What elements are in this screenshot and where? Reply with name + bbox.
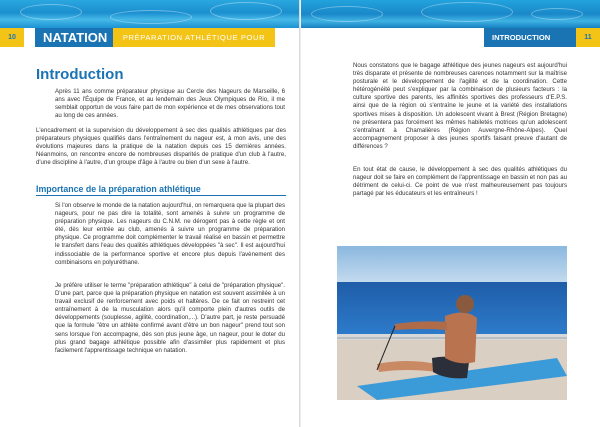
subsection-title: PRÉPARATION ATHLÉTIQUE POUR TOUS — [113, 28, 275, 47]
section-title: INTRODUCTION — [484, 28, 576, 47]
athlete-photo — [337, 246, 567, 400]
paragraph: En tout état de cause, le développement à sec des qualités athlétiques du nageur doit se faire en complément de l'apprentissage en bassin et non pas au détriment de celui-ci. Ce point de vue n'est malheureusement pas toujours partagé par les éducateurs et les entraîneurs ! — [353, 166, 567, 198]
page-number: 11 — [576, 28, 600, 47]
pool-water-header — [301, 0, 600, 28]
right-page — [301, 0, 600, 427]
paragraph: L'encadrement et la supervision du développement à sec des qualités athlétiques par des préparateurs physiques qualifiés dans l'entraînement du nageur est, à mon avis, une des évolutions majeures dans la pratique de la natation depuis ces 15 dernières années. Néanmoins, on rencontre encore de nombreuses disparités de pratique d'un club à l'autre, d'une discipline à l'autre, d'un groupe d'âge à l'autre ou bien d'un sexe à l'autre. — [36, 127, 286, 167]
chapter-heading: Introduction — [36, 66, 124, 83]
athlete-stretching-illustration — [337, 246, 567, 400]
paragraph: Nous constatons que le bagage athlétique des jeunes nageurs est aujourd'hui très disparate et présente de nombreuses carences notamment sur la maîtrise posturale et le développement de l'agilité et de la coordination. Cette hétérogénéité peut s'expliquer par la combinaison de plusieurs facteurs : la culture sportive des parents, les affinités sportives des professeurs d'E.P.S. ainsi que de la région où s'entraîne le jeune et la variété des installations sportives mises à disposition. Un adolescent vivant à Brest (Région Bretagne) ne présentera pas forcément les mêmes habiletés motrices qu'un adolescent s'entraînant à Chamalières (Région Auvergne-Rhône-Alpes). Quel accompagnement proposer à des jeunes sportifs faisant preuve d'autant de différences ? — [353, 62, 567, 150]
left-page — [0, 0, 299, 427]
paragraph: Après 11 ans comme préparateur physique au Cercle des Nageurs de Marseille, 6 ans avec l'Équipe de France, et au lendemain des Jeux Olympiques de Rio, il me semblait opportun de vous faire part de mon expérience et de mes observations tout au long de ces années. — [55, 88, 285, 120]
paragraph: Si l'on observe le monde de la natation aujourd'hui, on remarquera que la plupart des nageurs, pour ne pas dire la totalité, sont amenés à suivre un programme de préparation physique. Les nageurs du C.N.M. ne dérogent pas à cette règle et ont été, dès leur entrée au club, amenés à suivre un programme de préparation physique. Ce programme doit complémenter le travail réalisé en bassin et permettre le transfert dans l'eau des qualités athlétiques développées "à sec". Il est aujourd'hui indissociable de la performance sportive et encore plus depuis l'avènement des combinaisons en polyuréthane. — [55, 202, 285, 266]
subheading: Importance de la préparation athlétique — [36, 184, 286, 196]
page-number: 10 — [0, 28, 24, 47]
section-title: NATATION — [35, 28, 113, 47]
paragraph: Je préfère utiliser le terme "préparation athlétique" à celui de "préparation physique". D'une part, parce que la préparation physique en natation est souvent assimilée à un travail exclusif de renforcement avec poids et haltères. De ce fait on restreint cet entraînement à de la musculation alors qu'il comporte plein d'autres outils de développements (souplesse, agilité, coordination,...). D'autre part, je reste persuadé que la formule "être un athlète confirmé avant d'être un bon nageur" prend tout son sens lorsque l'on accompagne, dès son plus jeune âge, un nageur, pour le doter du plus grand bagage athlétique possible afin d'assimiler plus rapidement et plus facilement l'apprentissage technique en natation. — [55, 282, 285, 354]
pool-water-header — [0, 0, 299, 28]
